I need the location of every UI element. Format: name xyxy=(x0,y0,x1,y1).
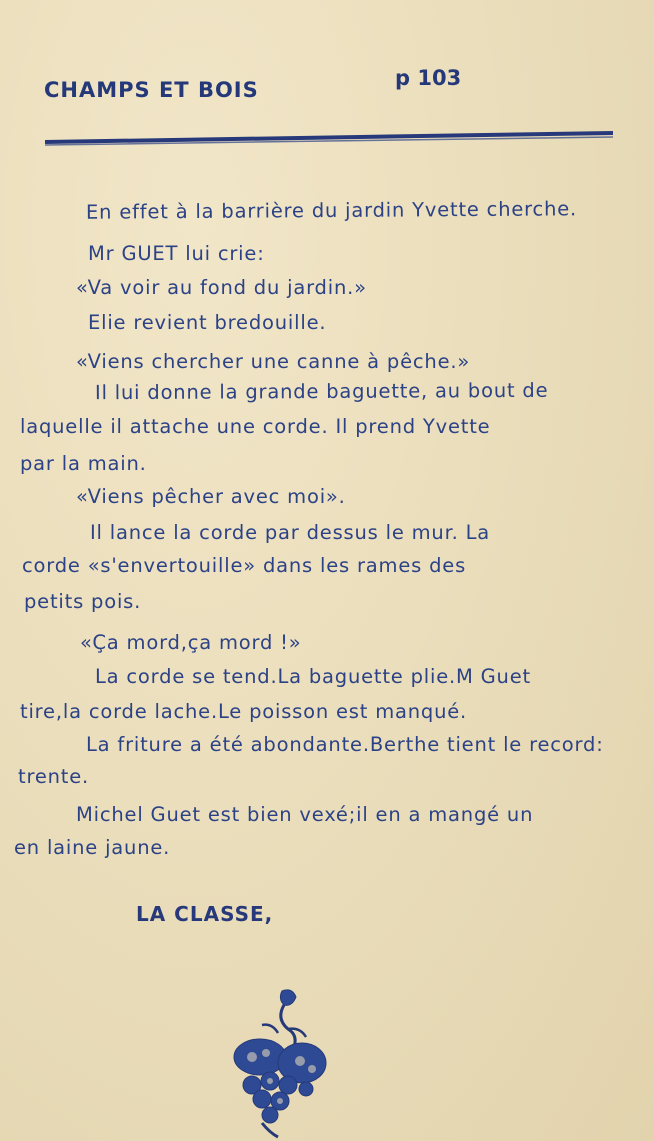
text-line: «Ça mord,ça mord !» xyxy=(80,631,302,654)
text-line: par la main. xyxy=(20,452,147,475)
text-line: «Viens chercher une canne à pêche.» xyxy=(76,350,471,373)
text-line: Il lance la corde par dessus le mur. La xyxy=(90,521,491,544)
text-line: laquelle il attache une corde. Il prend Yvette xyxy=(20,415,491,438)
text-line: La corde se tend.La baguette plie.M Guet xyxy=(95,665,531,688)
text-line: «Va voir au fond du jardin.» xyxy=(76,276,367,299)
text-line: Elie revient bredouille. xyxy=(88,311,327,334)
signature: LA CLASSE, xyxy=(136,902,274,926)
journal-title: CHAMPS ET BOIS xyxy=(44,78,259,102)
text-line: Michel Guet est bien vexé;il en a mangé un xyxy=(76,803,534,826)
grape-vine-ornament-icon xyxy=(222,985,337,1140)
text-line: En effet à la barrière du jardin Yvette cherche. xyxy=(85,197,578,224)
text-line: Il lui donne la grande baguette, au bout de xyxy=(94,378,549,405)
text-line: petits pois. xyxy=(24,590,142,613)
text-line: trente. xyxy=(18,765,90,788)
text-line: corde «s'envertouille» dans les rames des xyxy=(22,554,467,577)
text-line: «Viens pêcher avec moi». xyxy=(76,485,346,508)
page-number: p 103 xyxy=(395,66,462,90)
text-line: tire,la corde lache.Le poisson est manqué. xyxy=(20,700,468,723)
header-rule xyxy=(45,130,613,147)
text-line: en laine jaune. xyxy=(14,836,171,859)
text-line: Mr GUET lui crie: xyxy=(88,242,265,265)
text-line: La friture a été abondante.Berthe tient le record: xyxy=(86,733,604,756)
